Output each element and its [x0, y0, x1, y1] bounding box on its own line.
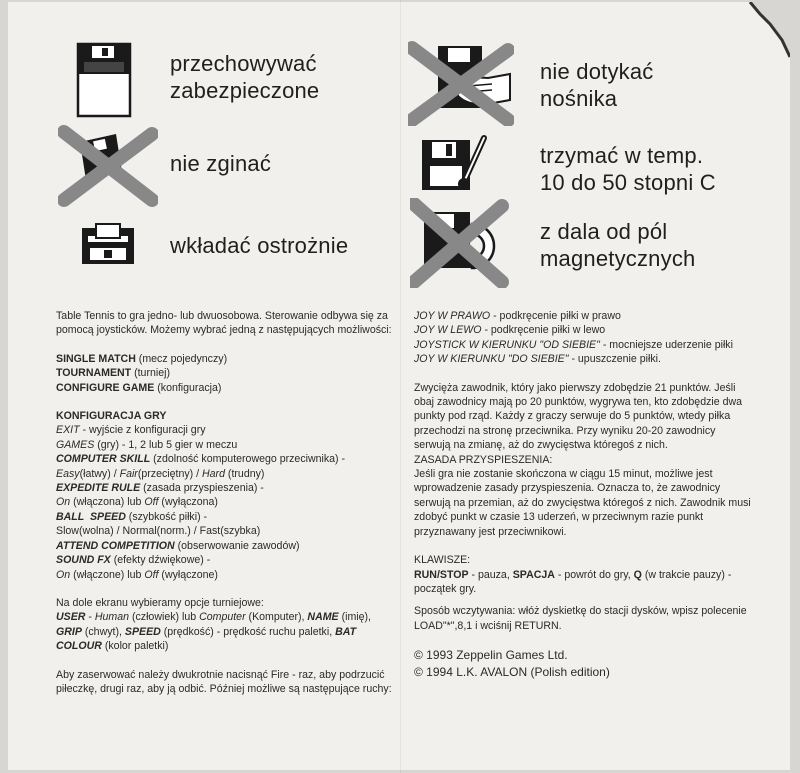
joy-forward: JOYSTICK W KIERUNKU "OD SIEBIE" - mocniejsze uderzenie piłki — [414, 338, 733, 351]
config-sound: SOUND FX (efekty dźwiękowe) - — [56, 554, 211, 567]
config-sound-options: On (włączone) lub Off (wyłączone) — [56, 568, 218, 581]
right-column — [414, 309, 754, 681]
copyright-avalon: © 1994 L.K. AVALON (Polish edition) — [414, 665, 610, 680]
joy-drop: JOY W KIERUNKU "DO SIEBIE" - upuszczenie piłki. — [414, 353, 661, 366]
joy-right: JOY W PRAWO - podkręcenie piłki w prawo — [414, 310, 621, 322]
config-skill: COMPUTER SKILL (zdolność komputerowego przeciwnika) - — [56, 453, 346, 466]
caption-no-bend: nie zginać — [170, 151, 272, 176]
option-configure: CONFIGURE GAME (konfiguracja) — [56, 381, 222, 394]
config-ball-speed: BALL SPEED (szybkość piłki) - — [56, 510, 208, 523]
rules-text: Zwycięża zawodnik, który jako pierwszy zdobędzie 21 punktów. Jeśli obaj zawodnicy mają po 20 punktów, wygrywa ten, kto zdobędzie dwa punkty pod rząd. Każdy z graczy serwuje do 5 punktów, wtedy piłka przechodzi na stronę przeciwnika. Przy wyniku 20-20 zawodnicy serwują na zmianę, aż do zwycięstwa któregoś z nich. — [414, 381, 743, 452]
torn-corner — [730, 2, 790, 62]
caption-insert-carefully: wkładać ostrożnie — [170, 233, 349, 258]
config-ball-options: Slow(wolna) / Normal(norm.) / Fast(szybka) — [56, 525, 261, 538]
acceleration-heading: ZASADA PRZYSPIESZENIA: — [414, 453, 553, 466]
config-expedite: EXPEDITE RULE (zasada przyspieszenia) - — [56, 482, 264, 495]
caption-store-safe: przechowywać zabezpieczone — [170, 51, 320, 103]
config-attend: ATTEND COMPETITION (obserwowanie zawodów) — [56, 539, 300, 552]
config-heading: KONFIGURACJA GRY — [56, 410, 167, 423]
tournament-intro: Na dole ekranu wybieramy opcje turniejowe: — [56, 596, 264, 609]
tournament-options: USER - Human (człowiek) lub Computer (Komputer), NAME (imię), GRIP (chwyt), SPEED (prędkość) - prędkość ruchu paletki, BAT COLOUR (kolor paletki) — [56, 611, 371, 653]
intro-text: Table Tennis to gra jedno- lub dwuosobowa. Sterowanie odbywa się za pomocą joysticków. Możemy wybrać jedną z następujących możliwości: — [56, 310, 392, 337]
caption-magnet-line2: magnetycznych — [540, 246, 696, 271]
config-exit: EXIT - wyjście z konfiguracji gry — [56, 424, 206, 437]
thermometer-floppy-icon — [420, 132, 490, 194]
config-expedite-options: On (włączona) lub Off (wyłączona) — [56, 496, 218, 509]
keys-text: RUN/STOP - pauza, SPACJA - powrót do gry, Q (w trakcie pauzy) - początek gry. — [414, 568, 732, 595]
load-text: Sposób wczytywania: włóż dyskietkę do stacji dysków, wpisz polecenie LOAD"*",8,1 i wciśnij RETURN. — [414, 605, 747, 632]
caption-temperature — [540, 142, 716, 196]
fold-line — [400, 0, 401, 773]
no-touch-icon — [408, 40, 514, 126]
caption-no-touch-line2: nośnika — [540, 86, 618, 111]
caption-temperature-line2: 10 do 50 stopni C — [540, 170, 716, 195]
config-skill-options: Easy(łatwy) / Fair(przeciętny) / Hard (trudny) — [56, 467, 265, 480]
caption-magnet — [540, 218, 695, 272]
caption-no-touch-line1: nie dotykać — [540, 59, 654, 84]
option-single-match: SINGLE MATCH (mecz pojedynczy) — [56, 352, 228, 365]
floppy-sleeve-icon — [76, 42, 132, 118]
no-magnet-icon — [410, 198, 516, 288]
caption-temperature-line1: trzymać w temp. — [540, 143, 704, 168]
keys-heading: KLAWISZE: — [414, 554, 471, 567]
serve-text: Aby zaserwować należy dwukrotnie nacisnąć Fire - raz, aby podrzucić piłeczkę, drugi raz, aby ją odbić. Później możliwe są następujące ruchy: — [56, 668, 392, 695]
caption-magnet-line1: z dala od pól — [540, 219, 668, 244]
disk-drive-insert-icon — [80, 222, 136, 266]
caption-no-touch — [540, 58, 654, 112]
acceleration-text: Jeśli gra nie zostanie skończona w ciągu 15 minut, możliwe jest wprowadzenie zasady przyspieszenia. Oznacza to, że zawodnicy serwują na przemian, aż do zwycięstwa któregoś z nich. Zawodnik musi zdobyć punkt w czasie 13 uderzeń, w przeciwnym razie punkt przyznawany jest przeciwnikowi. — [414, 468, 751, 538]
left-column — [56, 309, 392, 696]
copyright-zeppelin: © 1993 Zeppelin Games Ltd. — [414, 648, 568, 663]
option-tournament: TOURNAMENT (turniej) — [56, 367, 170, 380]
no-bend-icon — [58, 124, 158, 208]
joy-left: JOY W LEWO - podkręcenie piłki w lewo — [414, 324, 606, 337]
config-games: GAMES (gry) - 1, 2 lub 5 gier w meczu — [56, 438, 238, 451]
